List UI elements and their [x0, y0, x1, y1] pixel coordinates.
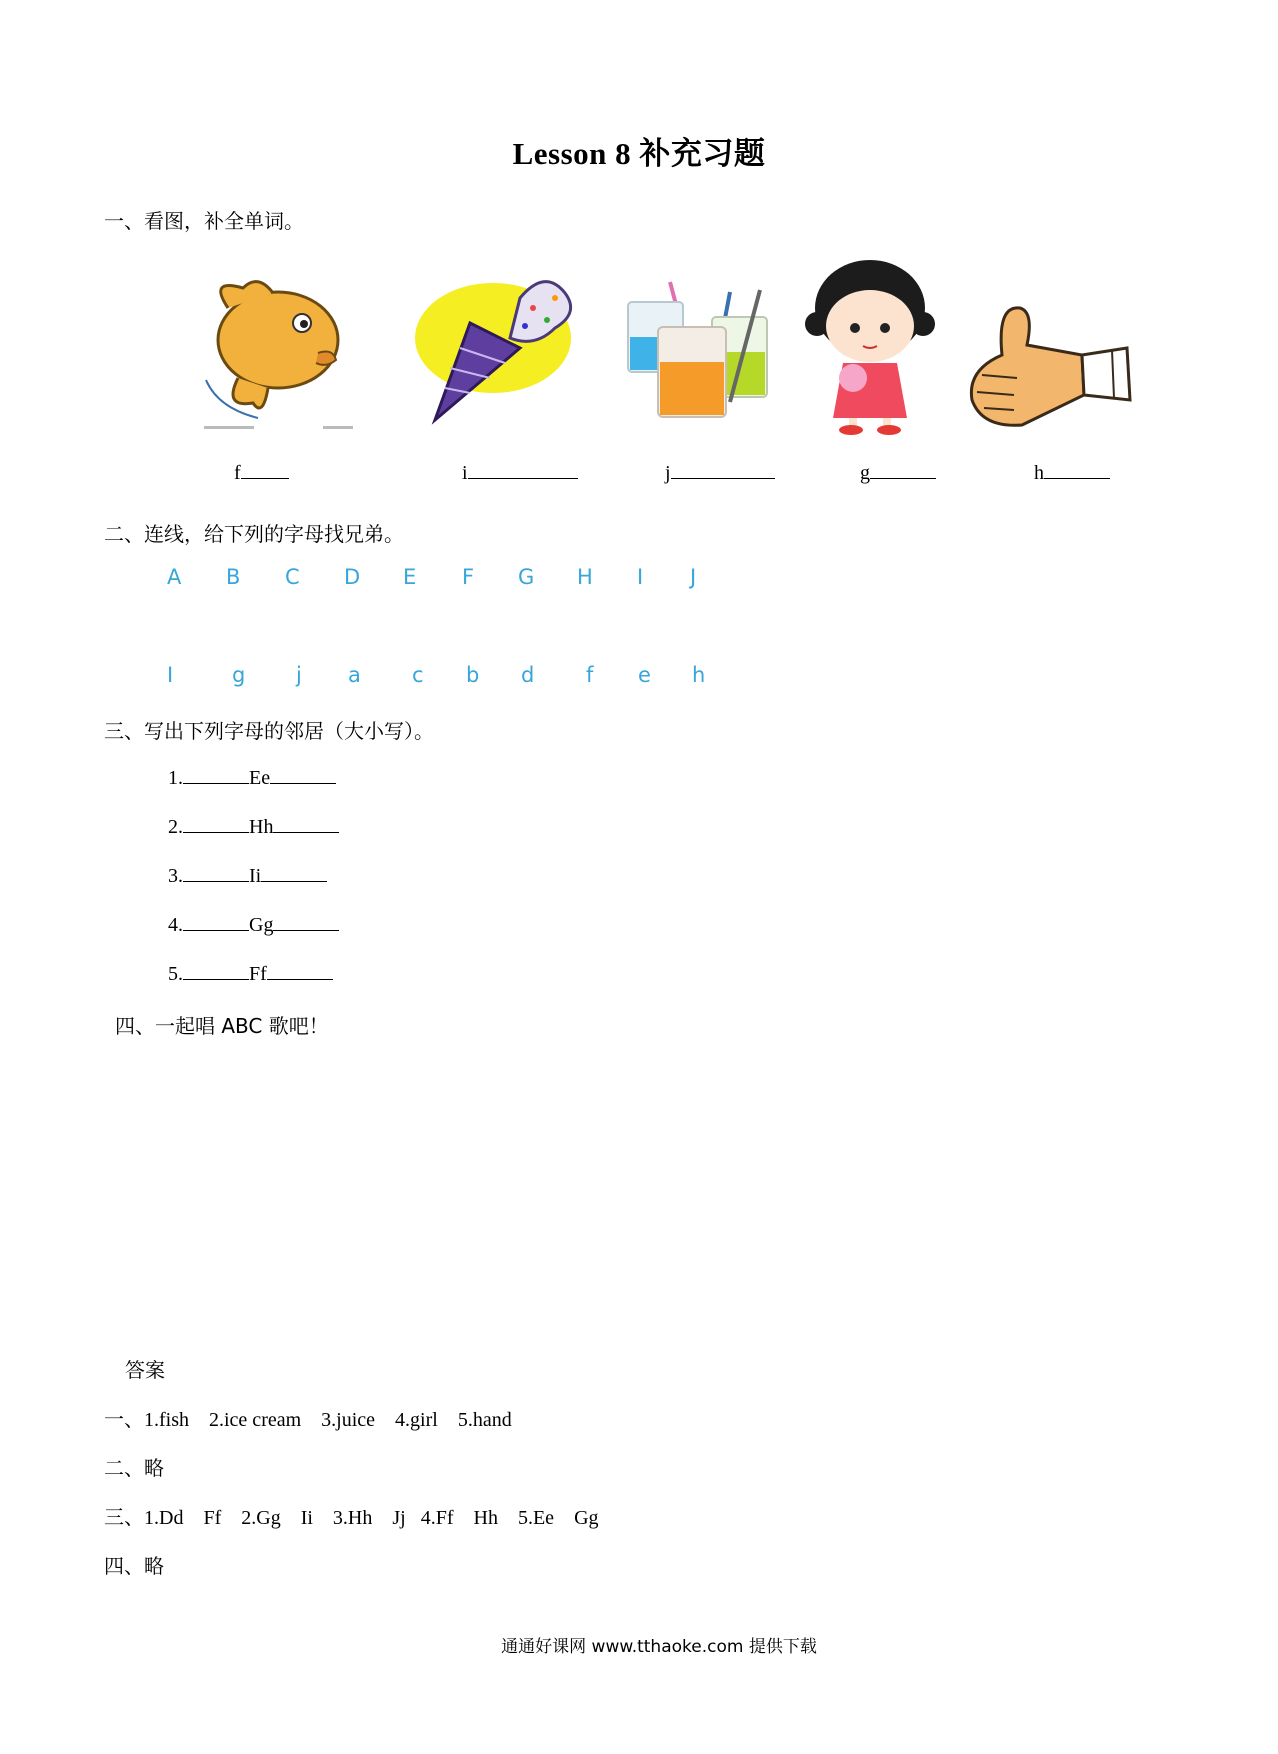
neighbor-row: 4. Gg: [168, 912, 339, 937]
blank[interactable]: [261, 863, 327, 882]
blank[interactable]: [267, 961, 333, 980]
upper-letter[interactable]: H: [577, 565, 593, 589]
lower-letter[interactable]: b: [466, 663, 480, 687]
caption-5: h: [1034, 460, 1110, 485]
blank[interactable]: [273, 912, 339, 931]
blank[interactable]: [468, 460, 578, 479]
neighbor-row: 5. Ff: [168, 961, 333, 986]
section-4-heading: 四、一起唱 ABC 歌吧！: [115, 1014, 329, 1038]
answer-2: 二、略: [104, 1456, 164, 1480]
blank[interactable]: [270, 765, 336, 784]
upper-letter[interactable]: B: [226, 565, 241, 589]
lower-letter[interactable]: h: [692, 663, 706, 687]
blank[interactable]: [870, 460, 936, 479]
section-3-heading: 三、写出下列字母的邻居（大小写）。: [104, 719, 434, 743]
blank[interactable]: [671, 460, 775, 479]
blank[interactable]: [183, 961, 249, 980]
footer-text: 通通好课网 www.tthaoke.com 提供下载: [501, 1637, 817, 1657]
upper-letter[interactable]: D: [344, 565, 361, 589]
lower-letter[interactable]: d: [521, 663, 535, 687]
ice-cream-icon: [415, 268, 580, 433]
neighbor-row: 1. Ee: [168, 765, 336, 790]
hand-icon: [962, 300, 1132, 435]
upper-letter[interactable]: C: [285, 565, 300, 589]
upper-letter[interactable]: F: [462, 565, 475, 589]
blank[interactable]: [183, 814, 249, 833]
lower-letter[interactable]: g: [232, 663, 246, 687]
page-title: Lesson 8 补充习题: [512, 136, 766, 171]
blank[interactable]: [241, 460, 289, 479]
blank[interactable]: [1044, 460, 1110, 479]
blank[interactable]: [183, 765, 249, 784]
upper-letter[interactable]: J: [690, 565, 697, 589]
upper-letter[interactable]: A: [167, 565, 182, 589]
upper-letter[interactable]: I: [637, 565, 644, 589]
section-1-heading: 一、看图，补全单词。: [104, 209, 304, 233]
caption-3: j: [665, 460, 775, 485]
section-2-heading: 二、连线，给下列的字母找兄弟。: [104, 522, 404, 546]
lower-letter[interactable]: e: [638, 663, 651, 687]
answer-1: 一、1.fish 2.ice cream 3.juice 4.girl 5.hand: [104, 1407, 512, 1431]
fish-icon: [198, 268, 348, 433]
upper-letter[interactable]: E: [403, 565, 417, 589]
lower-letter[interactable]: j: [296, 663, 302, 687]
caption-2: i: [462, 460, 578, 485]
caption-4: g: [860, 460, 936, 485]
answers-heading: 答案: [125, 1358, 165, 1382]
neighbor-row: 2. Hh: [168, 814, 339, 839]
lower-letter[interactable]: c: [412, 663, 424, 687]
answer-3: 三、1.Dd Ff 2.Gg Ii 3.Hh Jj 4.Ff Hh 5.Ee Gg: [104, 1505, 599, 1529]
caption-1: f: [234, 460, 289, 485]
lower-letter[interactable]: f: [586, 663, 594, 687]
upper-letter[interactable]: G: [518, 565, 535, 589]
neighbor-row: 3. Ii: [168, 863, 327, 888]
blank[interactable]: [273, 814, 339, 833]
lower-letter[interactable]: I: [167, 663, 174, 687]
blank[interactable]: [183, 912, 249, 931]
juice-icon: [620, 262, 780, 432]
blank[interactable]: [183, 863, 249, 882]
answer-4: 四、略: [104, 1554, 164, 1578]
lower-letter[interactable]: a: [348, 663, 361, 687]
girl-icon: [803, 258, 938, 438]
